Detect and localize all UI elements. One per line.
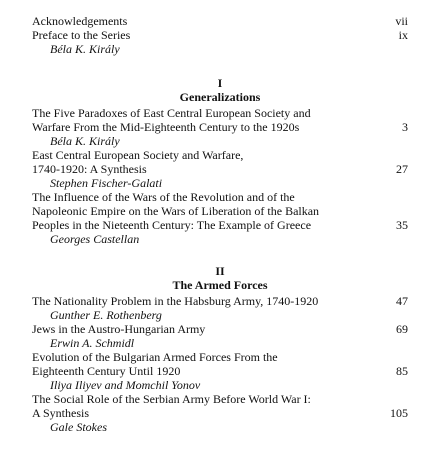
toc-page-number: vii [395,14,408,28]
toc-entry-title [32,350,388,378]
toc-title-line: Peoples in the Nieteenth Century: The Example of Greece [32,218,312,232]
toc-entry [32,350,408,392]
toc-entry-title [32,148,388,176]
toc-title-line: The Influence of the Wars of the Revolution and of the [32,190,295,204]
toc-entry-row [32,322,408,336]
toc-title-line: Evolution of the Bulgarian Armed Forces From the [32,350,278,364]
toc-part [32,264,408,434]
toc-page-number: ix [398,28,408,42]
toc-part [32,76,408,246]
toc-entry-title [32,294,388,308]
toc-page-number: 85 [396,364,408,378]
toc-title-line: The Five Paradoxes of East Central European Society and [32,106,311,120]
toc-entry-row [32,392,408,420]
toc-page-number: 69 [396,322,408,336]
toc-entry [32,106,408,148]
toc-entry [32,148,408,190]
toc-entry-author: Georges Castellan [50,232,140,246]
toc-page-number: 27 [396,162,408,176]
toc-entry [32,294,408,322]
toc-title-line: Napoleonic Empire on the Wars of Liberation of the Balkan [32,204,320,218]
toc-entry [32,28,408,56]
toc-entry [32,392,408,434]
toc-entry-author: Gunther E. Rothenberg [50,308,162,322]
toc-title-line: Jews in the Austro-Hungarian Army [32,322,206,336]
toc-title-line: 1740-1920: A Synthesis [32,162,147,176]
toc-entry-title [32,322,388,336]
toc-page-number: 105 [390,406,408,420]
toc-entry-author: Stephen Fischer-Galati [50,176,163,190]
toc-title-line: Eighteenth Century Until 1920 [32,364,181,378]
toc-entry-title [32,106,388,134]
toc-title-line: East Central European Society and Warfare, [32,148,244,162]
toc-entry [32,14,408,28]
toc-title-line: The Social Role of the Serbian Army Before World War I: [32,392,311,406]
toc-title-line: Warfare From the Mid-Eighteenth Century to the 1920s [32,120,300,134]
toc-entry-title: Preface to the Series [32,28,131,42]
part-heading: Generalizations [179,90,261,104]
toc-entry-author: Béla K. Király [50,134,120,148]
part-numeral: I [217,76,223,90]
part-spacer [32,246,408,264]
toc-title-line: A Synthesis [32,406,90,420]
toc-entry-row [32,14,408,28]
toc-entry-row [32,148,408,176]
toc-page-number: 47 [396,294,408,308]
toc-entry-author: Iliya Iliyev and Momchil Yonov [50,378,201,392]
part-heading: The Armed Forces [172,278,268,292]
toc-entry-title: Acknowledgements [32,14,128,28]
toc-entry-row [32,350,408,378]
toc-entry-row [32,190,408,232]
toc-entry-title [32,190,388,232]
front-matter [32,14,408,56]
toc-entry-author: Gale Stokes [50,420,107,434]
toc-parts [32,76,408,434]
toc-entry-row [32,28,408,42]
toc-title-line: The Nationality Problem in the Habsburg Army, 1740-1920 [32,294,319,308]
part-numeral: II [215,264,225,278]
toc-entry-row [32,294,408,308]
toc-entry-title [32,392,388,420]
toc-page-number: 35 [396,218,408,232]
toc-entry-author: Erwin A. Schmidl [50,336,135,350]
toc-entry-row [32,106,408,134]
toc-entry-author: Béla K. Király [50,42,120,56]
table-of-contents [32,14,408,434]
toc-entry [32,190,408,246]
toc-entry [32,322,408,350]
toc-page-number: 3 [402,120,408,134]
